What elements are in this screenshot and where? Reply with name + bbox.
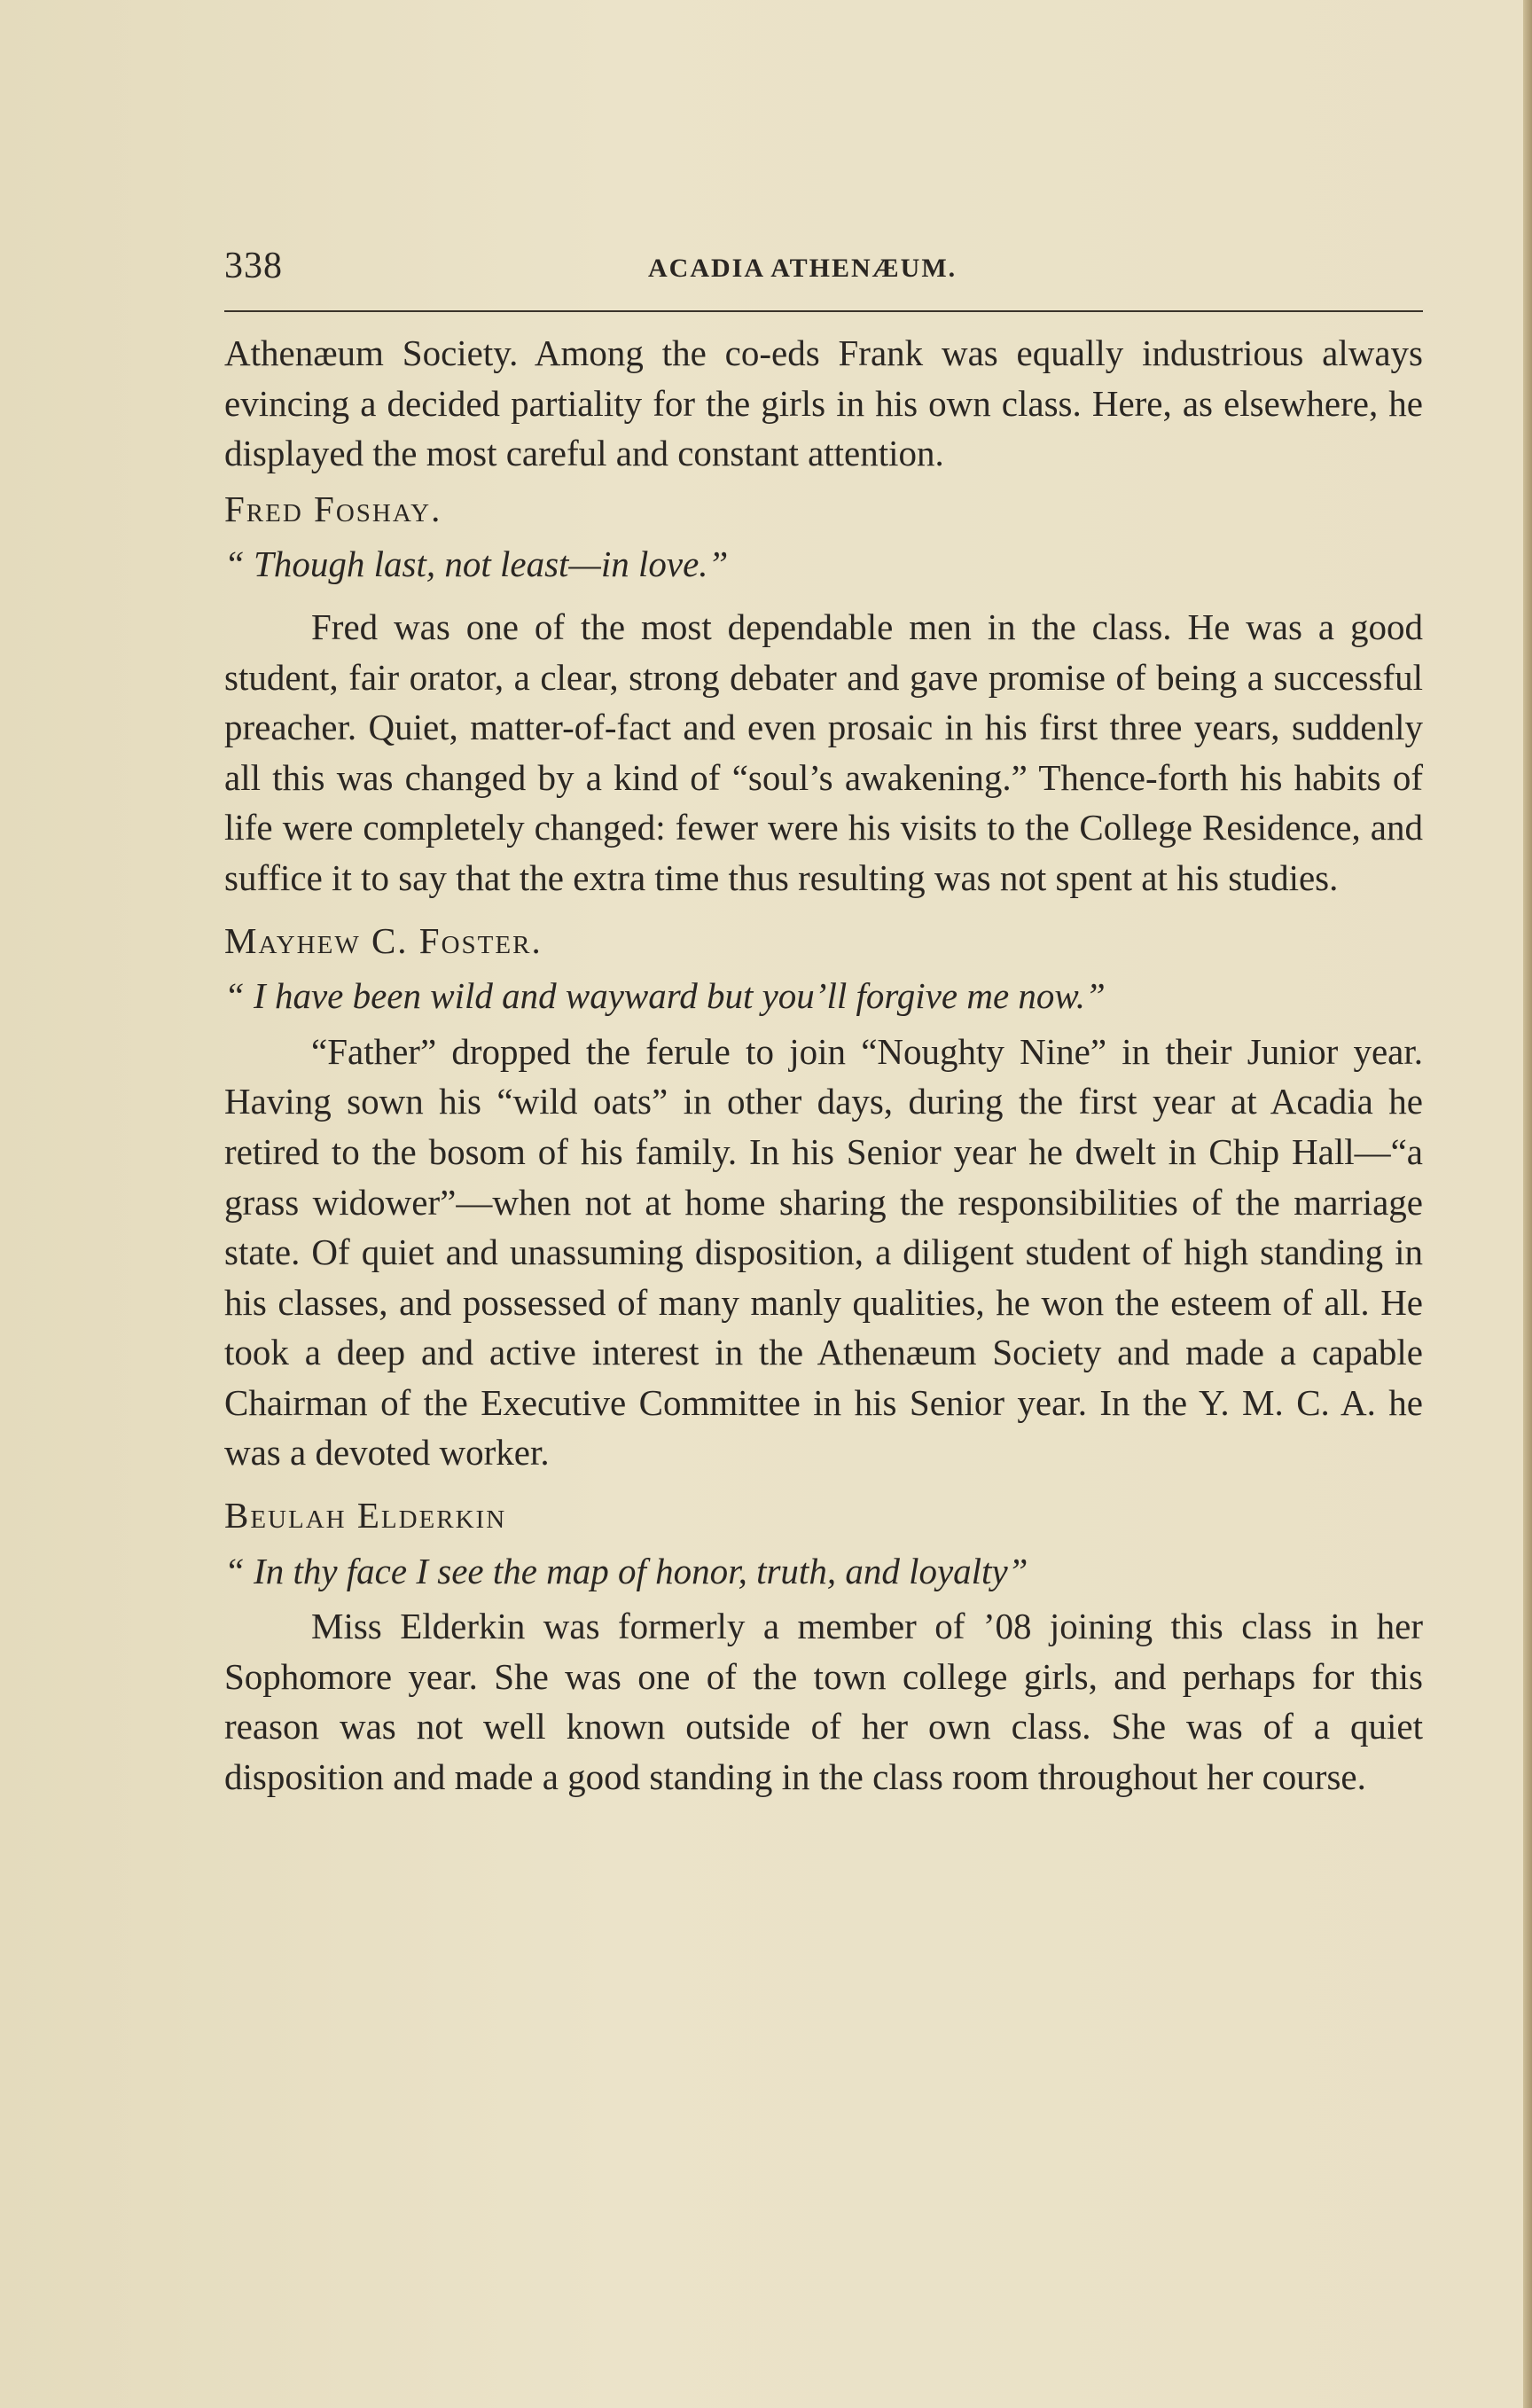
page-header bbox=[224, 245, 1423, 298]
page-number: 338 bbox=[224, 246, 283, 286]
section-heading-foster: Mayhew C. Foster. bbox=[224, 919, 543, 961]
paragraph-continued: Athenæum Society. Among the co-eds Frank was equally industrious always evincing a decided partiality for the girls in his own class. Here, as elsewhere, he displayed the most careful and constant attention. bbox=[224, 332, 1423, 474]
paragraph-foster: “Father” dropped the ferule to join “Noughty Nine” in their Junior year. Having sown his “wild oats” in other days, during the first year at Acadia he retired to the bosom of his family. In his Senior year he dwelt in Chip Hall—“a grass widower”—when not at home sharing the responsibilities of the marriage state. Of quiet and unassuming disposition, a diligent student of high standing in his classes, and possessed of many manly qualities, he won the esteem of all. He took a deep and active interest in the Athenæum Society and made a capable Chairman of the Executive Committee in his Senior year. In the Y. M. C. A. he was a devoted worker. bbox=[224, 1030, 1423, 1474]
section-heading-foshay: Fred Foshay. bbox=[224, 488, 442, 529]
epigraph-foster: “ I have been wild and wayward but you’ll forgive me now.” bbox=[224, 975, 1106, 1017]
paragraph-foshay: Fred was one of the most dependable men in the class. He was a good student, fair orator, a clear, strong debater and gave promise of being a successful preacher. Quiet, matter-of-fact and even prosaic in his first three years, suddenly all this was changed by a kind of “soul’s awakening.” Thence-forth his habits of life were completely changed: fewer were his visits to the College Residence, and suffice it to say that the extra time thus resulting was not spent at his studies. bbox=[224, 606, 1423, 898]
running-head: ACADIA ATHENÆUM. bbox=[648, 254, 958, 283]
body-text bbox=[224, 328, 1423, 1802]
section-heading-elderkin: Beulah Elderkin bbox=[224, 1495, 507, 1536]
paragraph-elderkin: Miss Elderkin was formerly a member of ’08 joining this class in her Sophomore year. She was one of the town college girls, and perhaps for this reason was not well known outside of her own class. She was of a quiet disposition and made a good standing in the class room throughout her course. bbox=[224, 1606, 1423, 1798]
page-edge bbox=[1523, 0, 1532, 2408]
header-rule bbox=[224, 310, 1423, 312]
epigraph-foshay: “ Though last, not least—in love.” bbox=[224, 543, 729, 585]
epigraph-elderkin: “ In thy face I see the map of honor, truth, and loyalty” bbox=[224, 1550, 1028, 1591]
